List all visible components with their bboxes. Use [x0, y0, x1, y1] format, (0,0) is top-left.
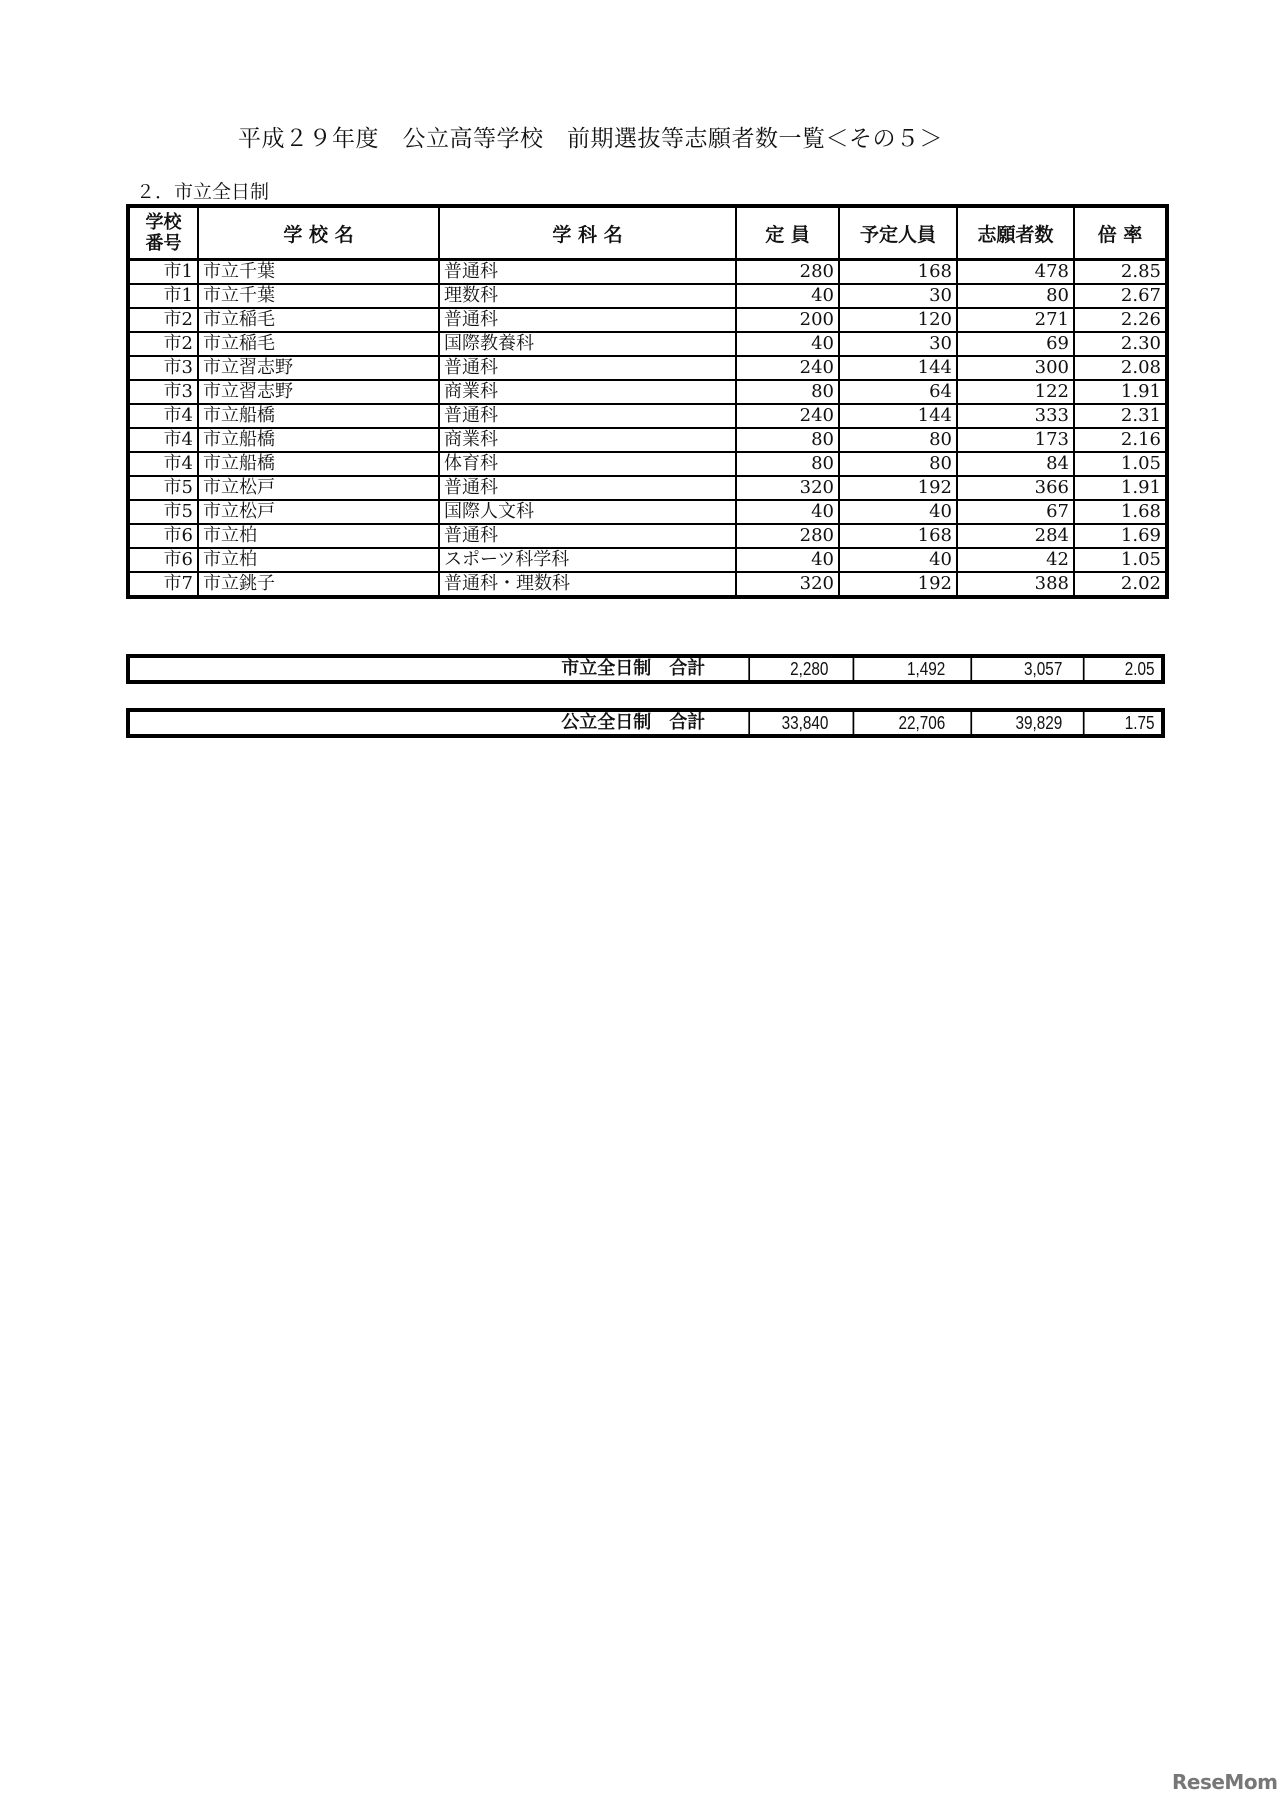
cell-planned: 120	[839, 308, 957, 332]
cell-school-no: 市1	[128, 284, 198, 308]
cell-school-no: 市2	[128, 308, 198, 332]
cell-planned: 192	[839, 476, 957, 500]
total-planned: 22,706	[853, 712, 953, 734]
cell-ratio: 1.91	[1074, 380, 1167, 404]
total-capacity: 33,840	[749, 712, 836, 734]
table-row	[128, 476, 1167, 500]
cell-capacity: 40	[736, 284, 839, 308]
cell-department: 普通科	[439, 524, 736, 548]
cell-applicants: 300	[957, 356, 1074, 380]
cell-capacity: 280	[736, 524, 839, 548]
document-title: 平成２９年度 公立高等学校 前期選抜等志願者数一覧＜その５＞	[238, 126, 943, 152]
cell-school-name: 市立船橋	[198, 452, 439, 476]
cell-school-name: 市立松戸	[198, 476, 439, 500]
header-school-name: 学 校 名	[198, 206, 439, 260]
cell-ratio: 2.85	[1074, 260, 1167, 285]
total-applicants: 3,057	[970, 658, 1069, 680]
cell-applicants: 366	[957, 476, 1074, 500]
cell-school-name: 市立銚子	[198, 572, 439, 597]
table-row	[128, 500, 1167, 524]
table-row	[128, 284, 1167, 308]
cell-school-no: 市4	[128, 404, 198, 428]
cell-applicants: 388	[957, 572, 1074, 597]
cell-applicants: 80	[957, 284, 1074, 308]
cell-planned: 144	[839, 356, 957, 380]
cell-capacity: 240	[736, 356, 839, 380]
resemom-watermark-logo: ReseMom	[1172, 1770, 1278, 1794]
cell-applicants: 478	[957, 260, 1074, 285]
total-capacity: 2,280	[749, 658, 836, 680]
table-row	[128, 524, 1167, 548]
table-row	[128, 356, 1167, 380]
cell-ratio: 2.67	[1074, 284, 1167, 308]
cell-capacity: 280	[736, 260, 839, 285]
cell-school-no: 市3	[128, 380, 198, 404]
header-planned: 予定人員	[839, 206, 957, 260]
cell-ratio: 2.08	[1074, 356, 1167, 380]
cell-capacity: 200	[736, 308, 839, 332]
total-label: 公立全日制 合計	[561, 712, 706, 733]
total-applicants: 39,829	[970, 712, 1069, 734]
cell-applicants: 173	[957, 428, 1074, 452]
header-school-no-line1: 学校	[145, 212, 182, 233]
applicants-table	[126, 204, 1169, 599]
section-heading: ２．市立全日制	[136, 181, 270, 203]
cell-capacity: 320	[736, 476, 839, 500]
cell-school-name: 市立柏	[198, 524, 439, 548]
cell-department: 普通科	[439, 260, 736, 285]
cell-capacity: 80	[736, 380, 839, 404]
header-applicants: 志願者数	[957, 206, 1074, 260]
cell-planned: 64	[839, 380, 957, 404]
cell-school-name: 市立稲毛	[198, 308, 439, 332]
cell-capacity: 40	[736, 332, 839, 356]
cell-department: 普通科	[439, 476, 736, 500]
cell-applicants: 42	[957, 548, 1074, 572]
table-row	[128, 452, 1167, 476]
cell-department: 商業科	[439, 428, 736, 452]
cell-applicants: 122	[957, 380, 1074, 404]
cell-ratio: 2.30	[1074, 332, 1167, 356]
cell-ratio: 2.31	[1074, 404, 1167, 428]
cell-school-no: 市2	[128, 332, 198, 356]
table-row	[128, 572, 1167, 597]
cell-ratio: 2.26	[1074, 308, 1167, 332]
total-row-public	[126, 708, 1165, 738]
cell-planned: 144	[839, 404, 957, 428]
cell-applicants: 271	[957, 308, 1074, 332]
cell-school-no: 市5	[128, 500, 198, 524]
cell-school-no: 市3	[128, 356, 198, 380]
cell-capacity: 40	[736, 500, 839, 524]
cell-department: スポーツ科学科	[439, 548, 736, 572]
cell-planned: 40	[839, 500, 957, 524]
table-row	[128, 308, 1167, 332]
cell-capacity: 240	[736, 404, 839, 428]
total-label: 市立全日制 合計	[561, 658, 706, 679]
cell-planned: 80	[839, 428, 957, 452]
header-school-no	[128, 206, 198, 260]
total-planned: 1,492	[853, 658, 953, 680]
cell-planned: 192	[839, 572, 957, 597]
cell-capacity: 80	[736, 428, 839, 452]
cell-department: 普通科	[439, 404, 736, 428]
cell-school-name: 市立千葉	[198, 260, 439, 285]
cell-department: 商業科	[439, 380, 736, 404]
cell-department: 普通科・理数科	[439, 572, 736, 597]
table-body	[128, 260, 1167, 598]
header-department: 学 科 名	[439, 206, 736, 260]
cell-department: 理数科	[439, 284, 736, 308]
cell-ratio: 1.05	[1074, 452, 1167, 476]
cell-school-no: 市6	[128, 548, 198, 572]
header-school-no-line2: 番号	[145, 233, 182, 254]
cell-ratio: 1.68	[1074, 500, 1167, 524]
cell-school-name: 市立船橋	[198, 404, 439, 428]
cell-applicants: 84	[957, 452, 1074, 476]
cell-capacity: 320	[736, 572, 839, 597]
table-header-row	[128, 206, 1167, 260]
total-ratio: 2.05	[1083, 658, 1161, 680]
cell-school-no: 市5	[128, 476, 198, 500]
cell-school-name: 市立習志野	[198, 380, 439, 404]
cell-ratio: 2.02	[1074, 572, 1167, 597]
cell-school-no: 市4	[128, 428, 198, 452]
cell-planned: 30	[839, 332, 957, 356]
cell-applicants: 67	[957, 500, 1074, 524]
cell-planned: 168	[839, 260, 957, 285]
cell-planned: 168	[839, 524, 957, 548]
cell-school-no: 市4	[128, 452, 198, 476]
table-row	[128, 548, 1167, 572]
table-row	[128, 380, 1167, 404]
cell-capacity: 80	[736, 452, 839, 476]
table-row	[128, 332, 1167, 356]
cell-department: 普通科	[439, 356, 736, 380]
total-row-city	[126, 654, 1165, 684]
table-row	[128, 404, 1167, 428]
cell-ratio: 1.69	[1074, 524, 1167, 548]
cell-applicants: 333	[957, 404, 1074, 428]
total-ratio: 1.75	[1083, 712, 1161, 734]
cell-applicants: 69	[957, 332, 1074, 356]
cell-department: 国際教養科	[439, 332, 736, 356]
cell-school-name: 市立千葉	[198, 284, 439, 308]
cell-planned: 80	[839, 452, 957, 476]
cell-school-name: 市立船橋	[198, 428, 439, 452]
cell-capacity: 40	[736, 548, 839, 572]
cell-school-no: 市6	[128, 524, 198, 548]
cell-school-name: 市立習志野	[198, 356, 439, 380]
cell-department: 国際人文科	[439, 500, 736, 524]
cell-school-name: 市立稲毛	[198, 332, 439, 356]
cell-planned: 40	[839, 548, 957, 572]
cell-school-name: 市立柏	[198, 548, 439, 572]
header-capacity: 定 員	[736, 206, 839, 260]
cell-department: 普通科	[439, 308, 736, 332]
cell-applicants: 284	[957, 524, 1074, 548]
table-row	[128, 260, 1167, 285]
cell-ratio: 2.16	[1074, 428, 1167, 452]
cell-ratio: 1.91	[1074, 476, 1167, 500]
cell-school-name: 市立松戸	[198, 500, 439, 524]
cell-ratio: 1.05	[1074, 548, 1167, 572]
cell-school-no: 市7	[128, 572, 198, 597]
header-ratio: 倍 率	[1074, 206, 1167, 260]
table-row	[128, 428, 1167, 452]
cell-school-no: 市1	[128, 260, 198, 285]
cell-planned: 30	[839, 284, 957, 308]
cell-department: 体育科	[439, 452, 736, 476]
